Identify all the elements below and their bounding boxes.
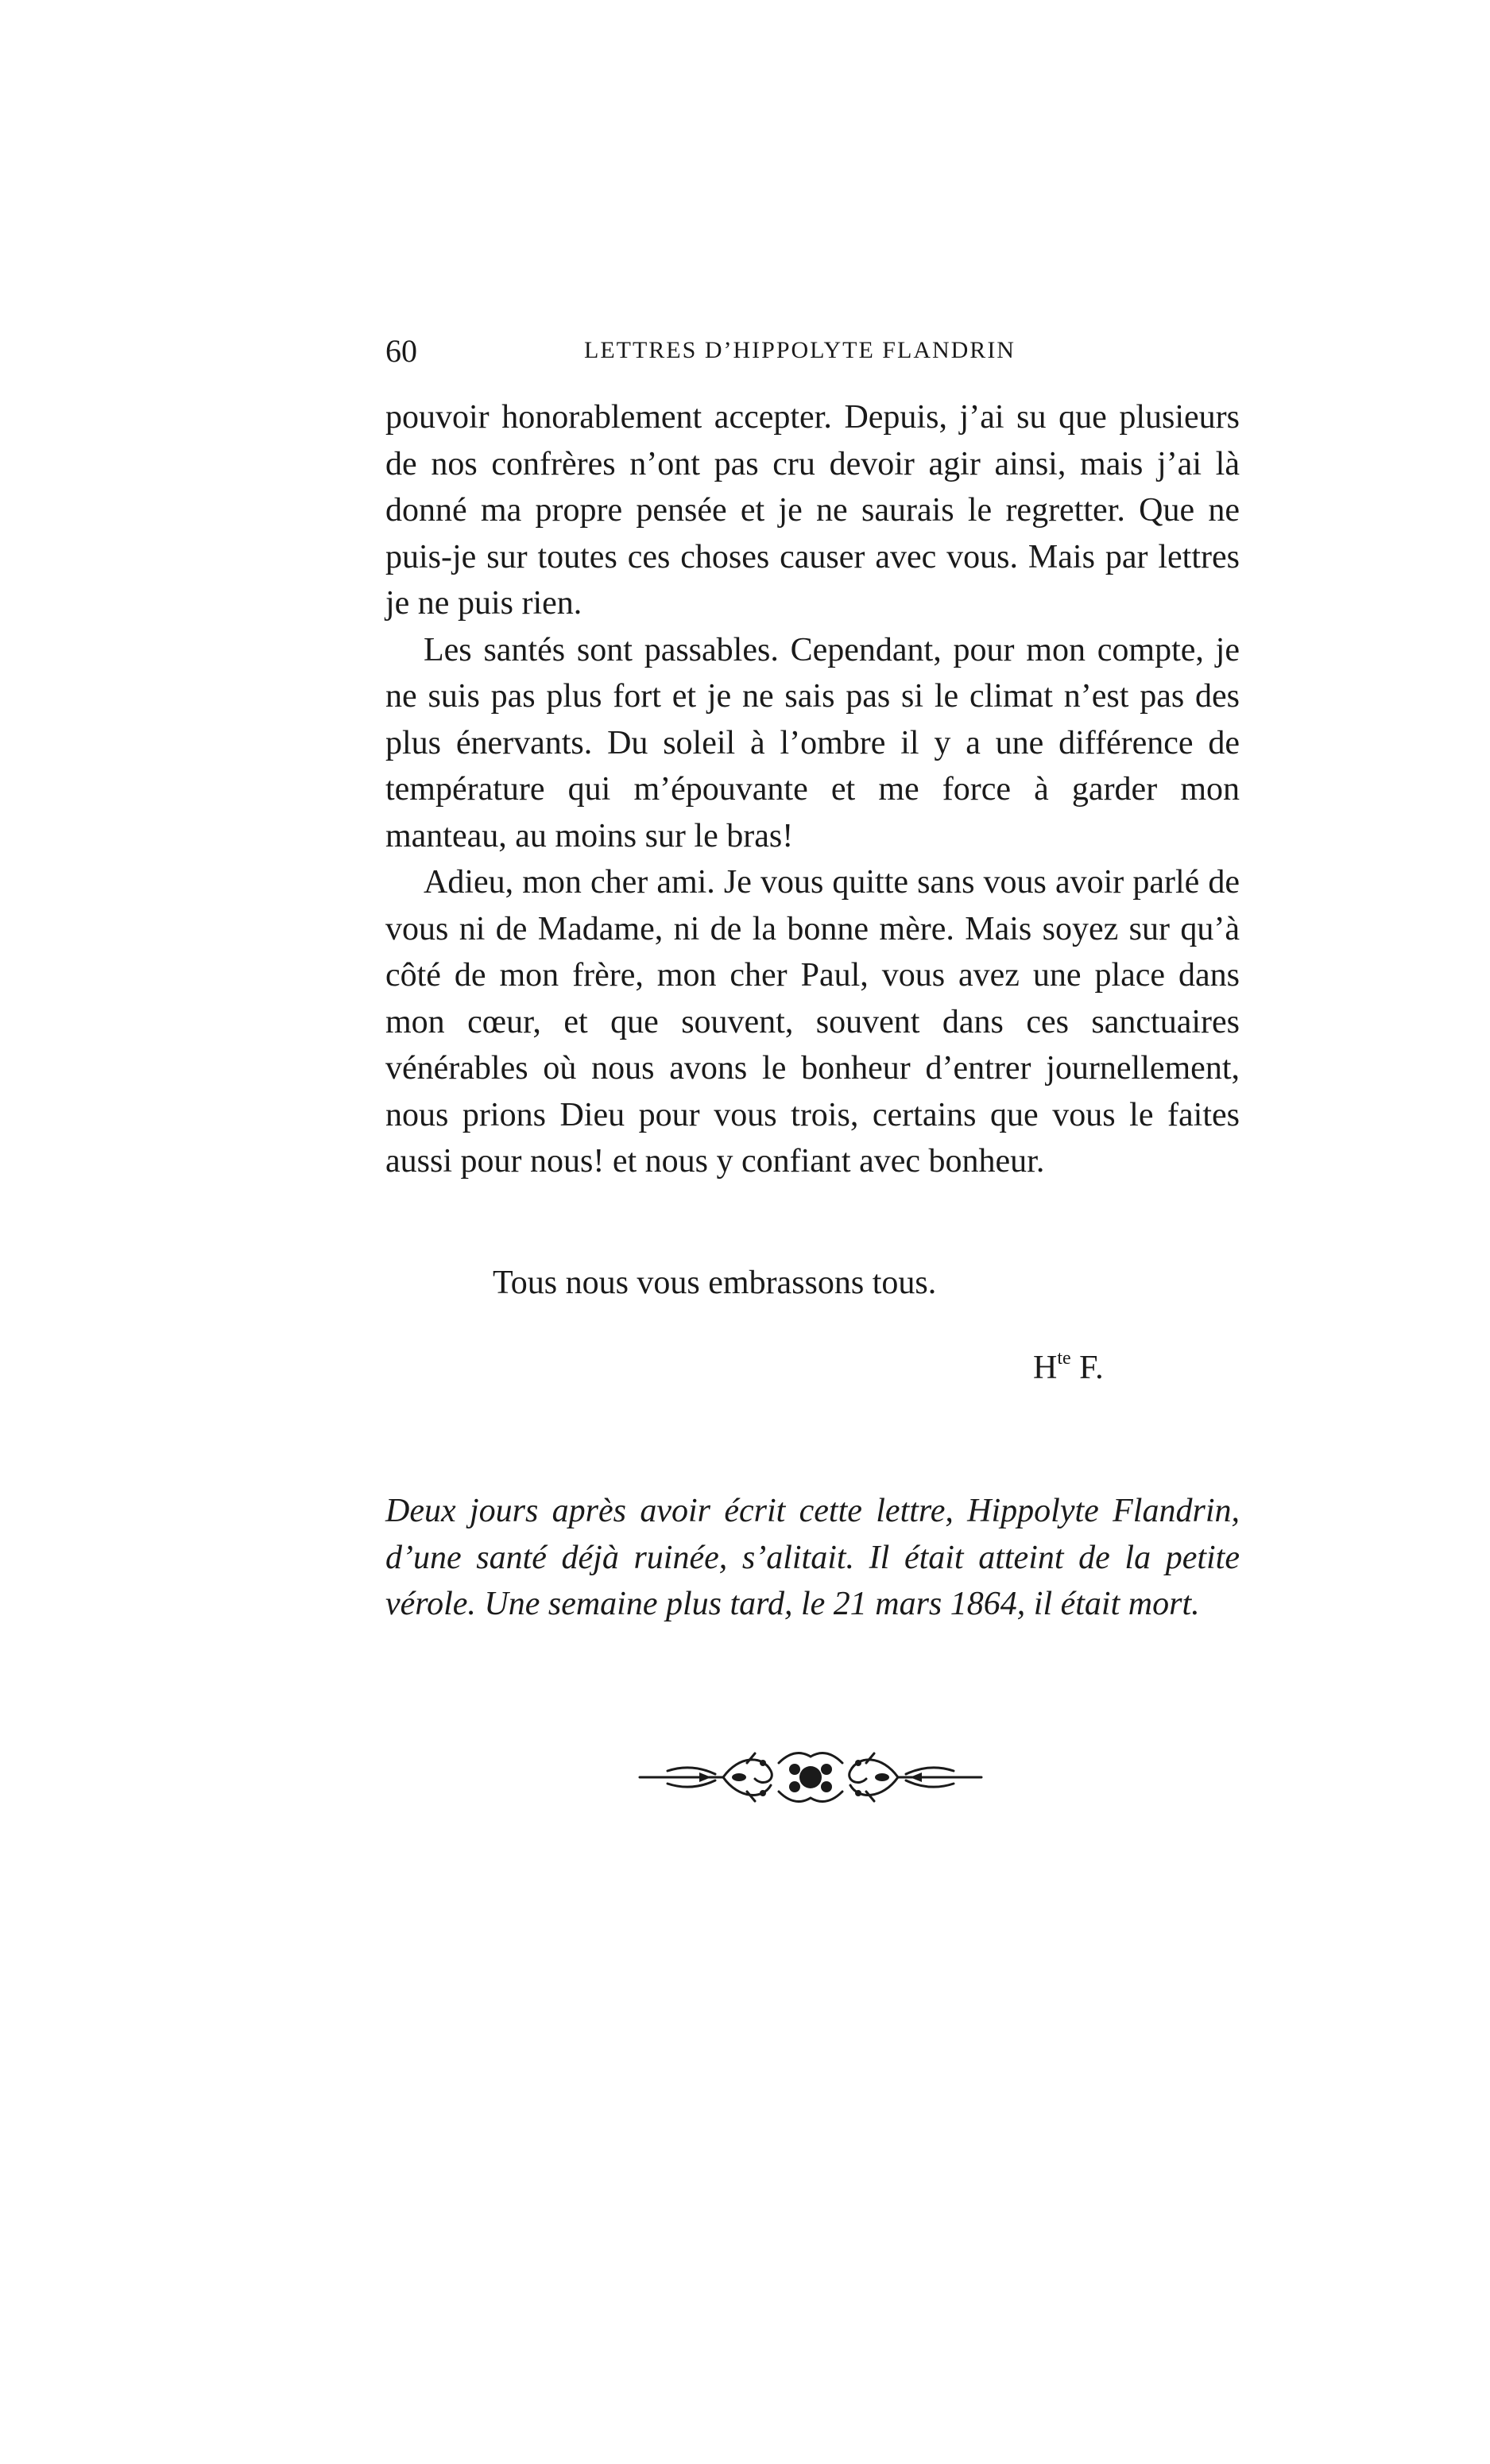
paragraph-farewell: Adieu, mon cher ami. Je vous quitte sans vous avoir parlé de vous ni de Madame, ni de la bonne mère. Mais soyez sur qu’à côté de mon frère, mon cher Paul, vous avez une place dans mon cœur, et que souvent, souvent dans ces sanctuaires vénérables où nous avons le bonheur d’entrer journellement, nous prions Dieu pour vous trois, certains que vous le faites aussi pour nous! et nous y confiant avec bonheur. — [385, 864, 1240, 1180]
signature — [1033, 1348, 1104, 1387]
signature-tail: F. — [1070, 1350, 1104, 1386]
paragraph-health: Les santés sont passables. Cependant, pour mon compte, je ne suis pas plus fort et je ne sais pas si le climat n’est pas des plus énervants. Du soleil à l’ombre il y a une différence de température qui m’épouvante et me force à garder mon manteau, au moins sur le bras! — [385, 631, 1240, 854]
page-number: 60 — [385, 333, 417, 369]
page-header — [385, 332, 1228, 380]
epilogue-note: Deux jours après avoir écrit cette lettre, Hippolyte Flandrin, d’une santé déjà ruinée, s’alitait. Il était atteint de la petite vérole. Une semaine plus tard, le 21 mars 1864, il était mort. — [385, 1493, 1240, 1622]
letter-body — [385, 394, 1240, 1185]
paragraph-continued: pouvoir honorablement accepter. Depuis, j’ai su que plusieurs de nos confrères n’ont pas cru devoir agir ainsi, mais j’ai là donné ma propre pensée et je ne saurais le regretter. Que ne puis-je sur toutes ces choses causer avec vous. Mais par lettres je ne puis rien. — [385, 399, 1240, 622]
floral-tailpiece-icon — [636, 1739, 985, 1811]
running-head: LETTRES D’HIPPOLYTE FLANDRIN — [584, 337, 1016, 363]
signature-initial: H — [1033, 1350, 1058, 1386]
letter-closing: Tous nous vous embrassons tous. — [493, 1265, 937, 1301]
signature-superscript: te — [1057, 1348, 1071, 1369]
